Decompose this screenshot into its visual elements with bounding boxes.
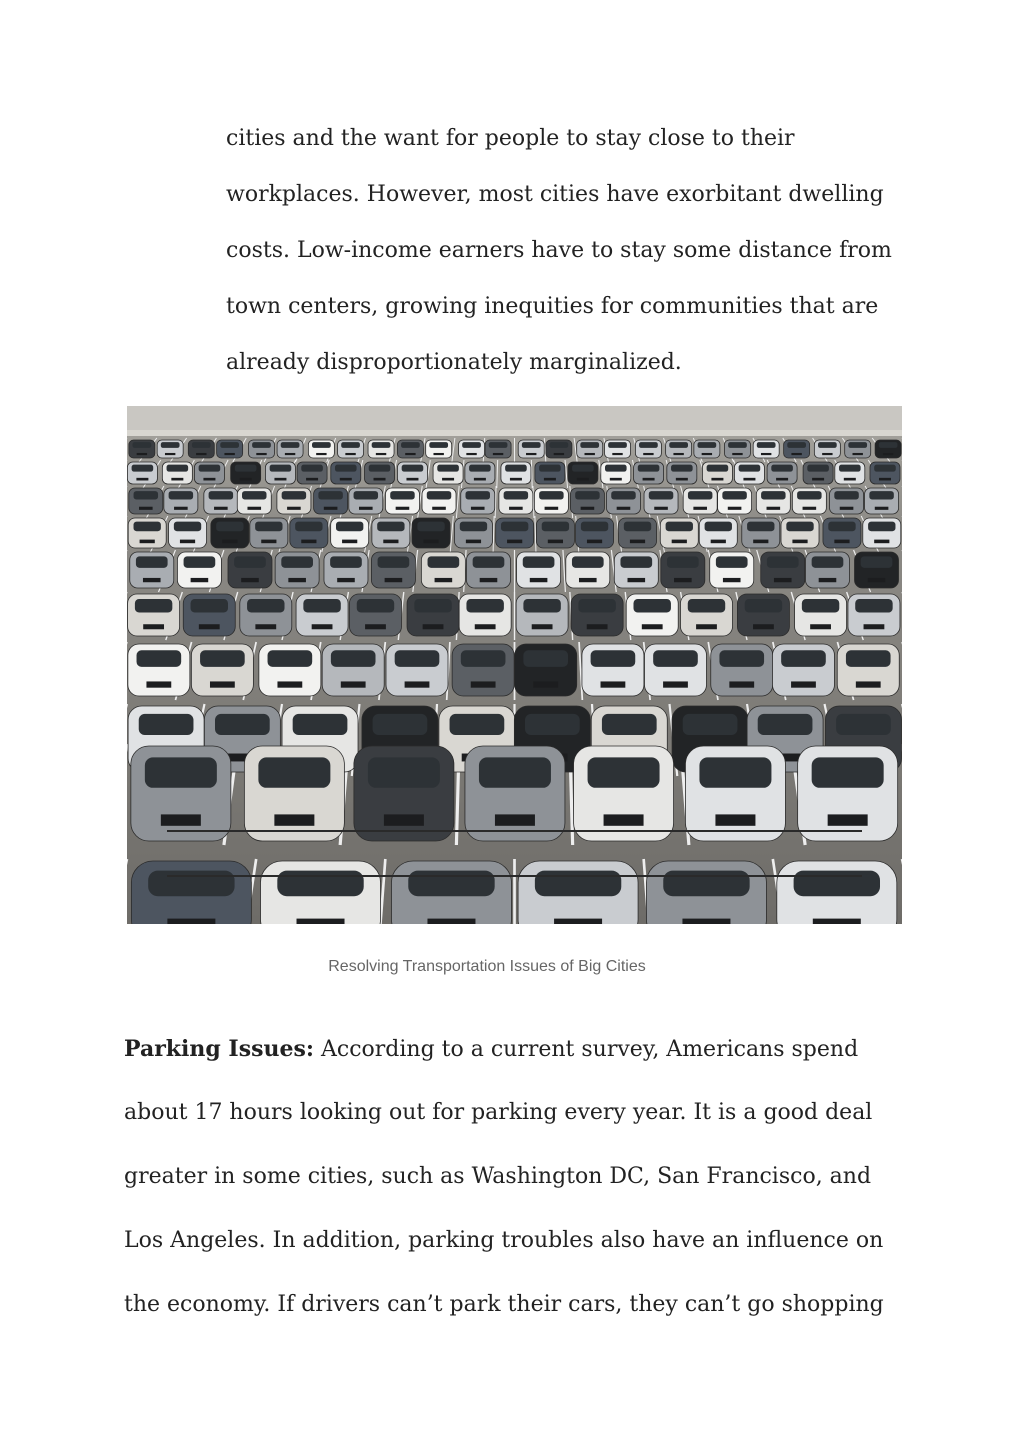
car-shape	[324, 552, 368, 588]
car-shape	[277, 488, 311, 514]
car-shape	[365, 462, 395, 484]
car-shape	[391, 861, 511, 924]
car-shape	[680, 594, 732, 636]
car-shape	[805, 552, 849, 588]
car-shape	[515, 644, 577, 696]
car-shape	[737, 594, 789, 636]
car-shape	[501, 462, 531, 484]
car-shape	[781, 518, 819, 548]
paragraph-line: cities and the want for people to stay close to their	[226, 126, 795, 151]
car-shape	[191, 644, 253, 696]
car-shape	[795, 594, 847, 636]
car-shape	[875, 440, 901, 458]
car-shape	[718, 488, 752, 514]
car-shape	[772, 644, 834, 696]
car-shape	[354, 746, 454, 841]
car-shape	[422, 488, 456, 514]
car-shape	[338, 440, 364, 458]
car-shape	[459, 594, 511, 636]
car-shape	[518, 440, 544, 458]
car-shape	[177, 552, 221, 588]
car-shape	[349, 488, 383, 514]
car-shape	[661, 552, 705, 588]
car-shape	[535, 462, 565, 484]
car-shape	[644, 644, 706, 696]
car-shape	[646, 861, 766, 924]
car-shape	[204, 488, 238, 514]
car-shape	[753, 440, 779, 458]
intro-paragraph	[226, 118, 926, 398]
car-shape	[162, 462, 192, 484]
section-heading: Parking Issues:	[124, 1036, 314, 1062]
car-shape	[157, 440, 183, 458]
car-shape	[412, 518, 450, 548]
car-shape	[296, 594, 348, 636]
car-shape	[496, 518, 534, 548]
car-shape	[322, 644, 384, 696]
car-shape	[131, 861, 251, 924]
car-shape	[835, 462, 865, 484]
car-shape	[308, 440, 334, 458]
car-shape	[830, 488, 864, 514]
paragraph-line: already disproportionately marginalized.	[226, 350, 682, 375]
car-shape	[331, 518, 369, 548]
car-shape	[777, 861, 897, 924]
car-shape	[452, 644, 514, 696]
car-shape	[803, 462, 833, 484]
parking-lot-photo	[127, 406, 902, 924]
car-shape	[734, 462, 764, 484]
car-shape	[724, 440, 750, 458]
car-shape	[261, 861, 381, 924]
car-shape	[761, 552, 805, 588]
paragraph-line: the economy. If drivers can’t park their cars, they can’t go shopping	[124, 1292, 884, 1317]
car-shape	[756, 488, 790, 514]
car-shape	[459, 440, 485, 458]
car-shape	[601, 462, 631, 484]
car-shape	[667, 462, 697, 484]
car-shape	[421, 552, 465, 588]
car-shape	[461, 488, 495, 514]
car-shape	[634, 462, 664, 484]
paragraph-line: town centers, growing inequities for communities that are	[226, 294, 879, 319]
car-shape	[297, 462, 327, 484]
car-shape	[397, 462, 427, 484]
car-shape	[614, 552, 658, 588]
car-shape	[127, 462, 157, 484]
car-shape	[129, 488, 163, 514]
car-shape	[568, 462, 598, 484]
car-shape	[372, 518, 410, 548]
car-shape	[331, 462, 361, 484]
car-shape	[386, 644, 448, 696]
car-shape	[574, 746, 674, 841]
car-shape	[128, 594, 180, 636]
car-shape	[259, 644, 321, 696]
car-shape	[265, 462, 295, 484]
car-shape	[277, 440, 303, 458]
car-shape	[237, 488, 271, 514]
car-shape	[767, 462, 797, 484]
car-shape	[407, 594, 459, 636]
car-shape	[536, 518, 574, 548]
car-shape	[129, 440, 155, 458]
car-shape	[702, 462, 732, 484]
paragraph-line: about 17 hours looking out for parking every year. It is a good deal	[124, 1100, 873, 1125]
car-shape	[798, 746, 898, 841]
car-shape	[275, 552, 319, 588]
figure-caption: Resolving Transportation Issues of Big Cities	[328, 958, 646, 975]
car-shape	[863, 518, 901, 548]
car-shape	[683, 488, 717, 514]
car-shape	[517, 552, 561, 588]
car-shape	[499, 488, 533, 514]
car-shape	[845, 440, 871, 458]
car-shape	[635, 440, 661, 458]
car-shape	[211, 518, 249, 548]
car-shape	[485, 440, 511, 458]
parking-lot-illustration	[127, 406, 902, 924]
car-shape	[626, 594, 678, 636]
car-shape	[742, 518, 780, 548]
car-shape	[694, 440, 720, 458]
car-shape	[194, 462, 224, 484]
car-shape	[518, 861, 638, 924]
paragraph-line: greater in some cities, such as Washington DC, San Francisco, and	[124, 1164, 872, 1189]
car-shape	[188, 440, 214, 458]
car-shape	[534, 488, 568, 514]
car-shape	[397, 440, 423, 458]
paragraph-line: workplaces. However, most cities have exorbitant dwelling	[226, 182, 884, 207]
car-shape	[164, 488, 198, 514]
car-shape	[385, 488, 419, 514]
car-shape	[837, 644, 899, 696]
car-shape	[855, 552, 899, 588]
car-shape	[577, 440, 603, 458]
car-shape	[814, 440, 840, 458]
car-shape	[169, 518, 207, 548]
car-shape	[131, 746, 231, 841]
paragraph-line: Los Angeles. In addition, parking troubles also have an influence on	[124, 1228, 884, 1253]
car-shape	[605, 440, 631, 458]
car-shape	[516, 594, 568, 636]
car-shape	[710, 552, 754, 588]
car-shape	[248, 440, 274, 458]
car-shape	[792, 488, 826, 514]
car-shape	[848, 594, 900, 636]
car-shape	[465, 746, 565, 841]
car-shape	[128, 644, 190, 696]
car-shape	[546, 440, 572, 458]
car-shape	[240, 594, 292, 636]
car-shape	[606, 488, 640, 514]
car-shape	[349, 594, 401, 636]
car-shape	[570, 488, 604, 514]
car-shape	[250, 518, 288, 548]
car-shape	[685, 746, 785, 841]
car-shape	[454, 518, 492, 548]
car-shape	[711, 644, 773, 696]
car-shape	[371, 552, 415, 588]
car-shape	[314, 488, 348, 514]
car-shape	[426, 440, 452, 458]
parking-issues-paragraph	[124, 1028, 944, 1348]
car-shape	[571, 594, 623, 636]
car-shape	[619, 518, 657, 548]
car-shape	[784, 440, 810, 458]
car-shape	[466, 552, 510, 588]
car-shape	[244, 746, 344, 841]
car-shape	[128, 518, 166, 548]
paragraph-line: costs. Low-income earners have to stay some distance from	[226, 238, 892, 263]
car-shape	[566, 552, 610, 588]
car-shape	[666, 440, 692, 458]
paragraph-line	[124, 1028, 944, 1092]
car-shape	[290, 518, 328, 548]
car-shape	[870, 462, 900, 484]
car-shape	[231, 462, 261, 484]
car-shape	[660, 518, 698, 548]
car-shape	[699, 518, 737, 548]
car-shape	[433, 462, 463, 484]
car-shape	[823, 518, 861, 548]
car-shape	[644, 488, 678, 514]
car-shape	[576, 518, 614, 548]
car-shape	[183, 594, 235, 636]
car-shape	[865, 488, 899, 514]
car-shape	[217, 440, 243, 458]
car-shape	[130, 552, 174, 588]
car-shape	[582, 644, 644, 696]
paragraph-text: According to a current survey, Americans spend	[314, 1037, 859, 1062]
car-shape	[228, 552, 272, 588]
car-shape	[465, 462, 495, 484]
car-shape	[368, 440, 394, 458]
